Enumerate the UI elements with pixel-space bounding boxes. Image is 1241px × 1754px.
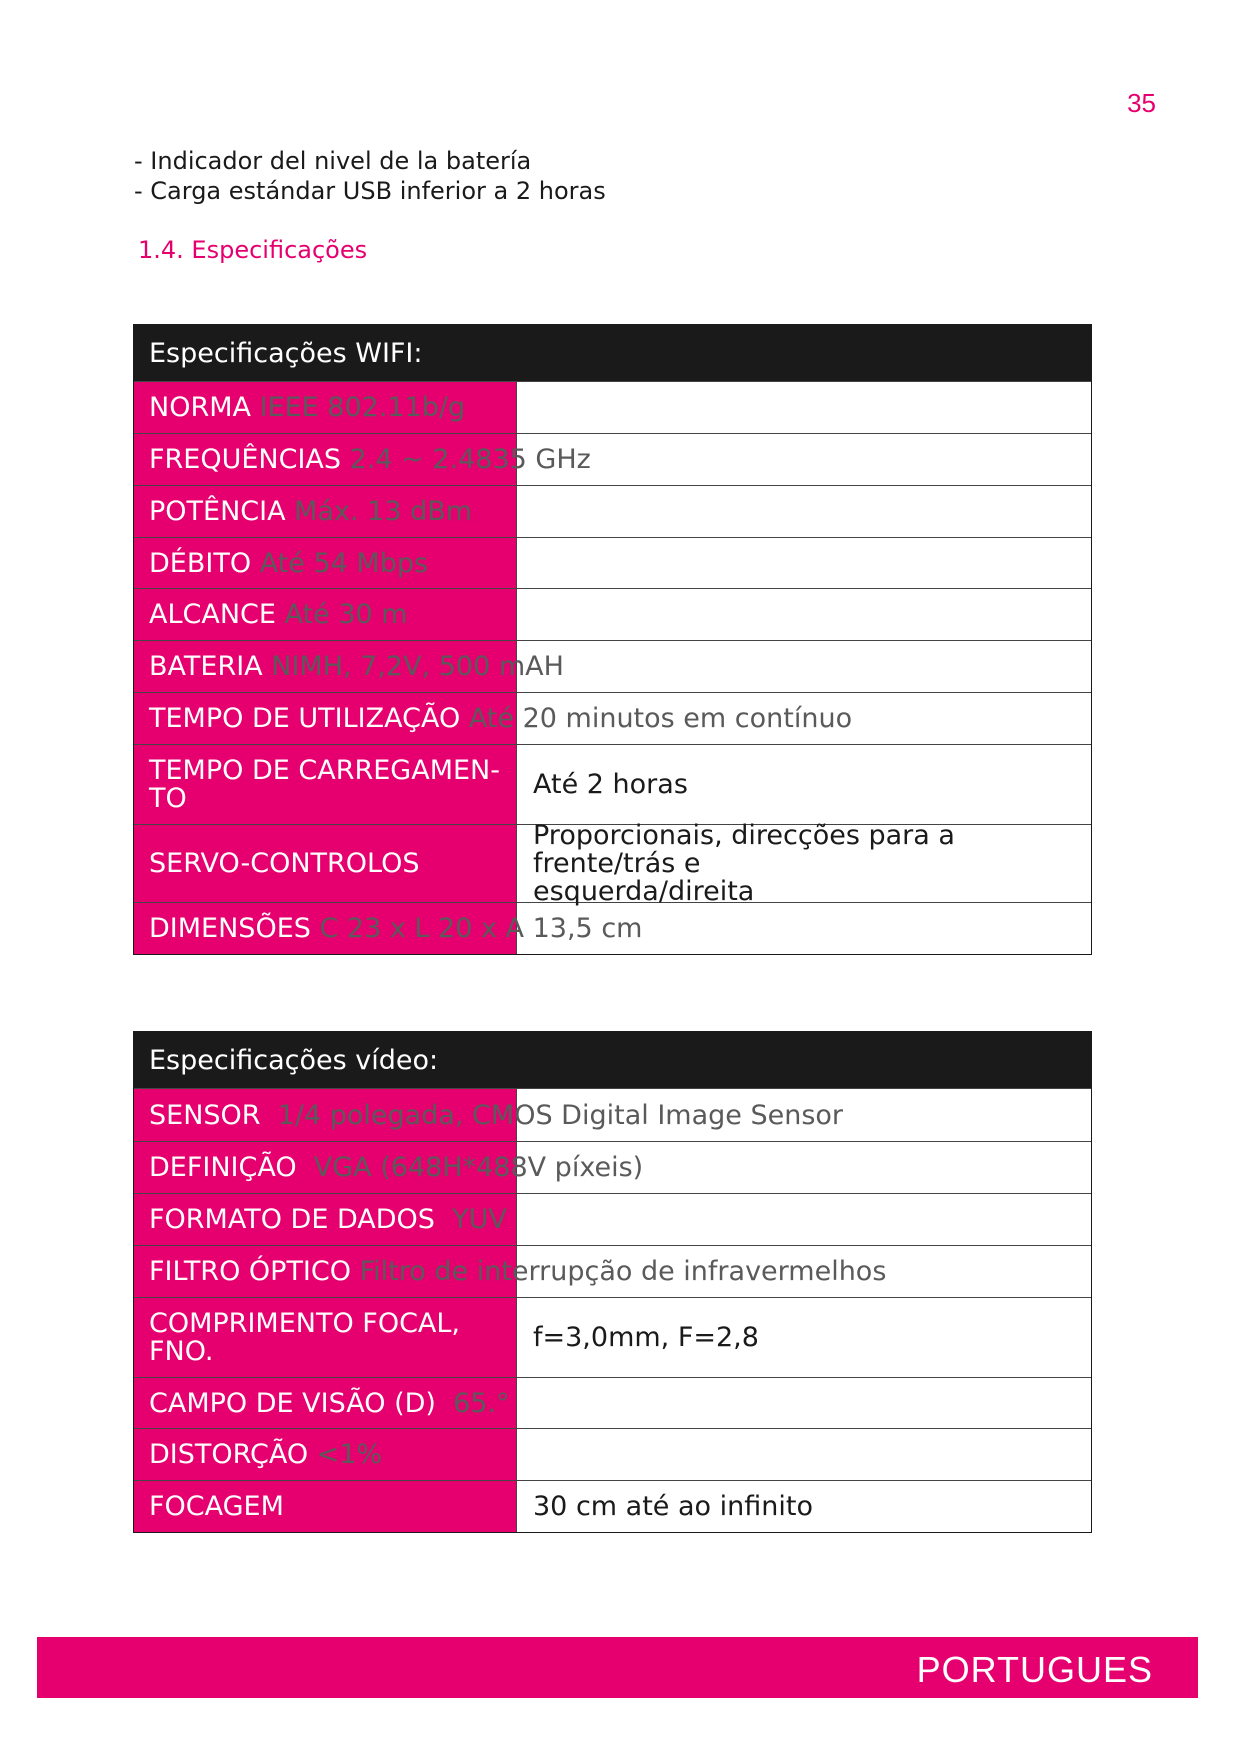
row-value: Até 20 minutos em contínuo xyxy=(468,703,853,734)
row-value: 65.° xyxy=(453,1387,510,1419)
row-label: FILTRO ÓPTICO xyxy=(149,1256,351,1287)
table-row xyxy=(134,1141,1091,1193)
row-label: DIMENSÕES xyxy=(149,913,311,944)
footer-language: PORTUGUES xyxy=(916,1649,1153,1690)
row-label: FORMATO DE DADOS xyxy=(149,1204,435,1235)
table-row xyxy=(134,1193,1091,1245)
row-value: VGA (648H*488V píxeis) xyxy=(313,1152,644,1183)
row-value: Máx. 13 dBm xyxy=(294,496,473,527)
row-value: Até 30 m xyxy=(284,599,408,630)
page-number: 35 xyxy=(1127,88,1156,118)
row-label: DEFINIÇÃO xyxy=(149,1152,297,1183)
row-value: 30 cm até ao infinito xyxy=(533,1490,813,1522)
wifi-spec-table xyxy=(133,324,1092,955)
row-label: POTÊNCIA xyxy=(149,496,286,527)
intro-list xyxy=(134,146,606,206)
row-label: TEMPO DE CARREGAMEN- TO xyxy=(149,754,500,814)
table-header: Especificações WIFI: xyxy=(134,325,1091,381)
row-label: SENSOR xyxy=(149,1099,261,1131)
table-row xyxy=(134,1245,1091,1297)
table-row xyxy=(134,1377,1091,1428)
video-spec-table xyxy=(133,1031,1092,1533)
table-row xyxy=(134,537,1091,588)
row-value: <1% xyxy=(316,1439,383,1470)
table-row xyxy=(134,588,1091,640)
table-row xyxy=(134,1480,1091,1532)
table-row xyxy=(134,433,1091,485)
row-label: BATERIA xyxy=(149,651,263,682)
row-value: NIMH, 7,2V, 500 mAH xyxy=(271,651,564,682)
table-row xyxy=(134,902,1091,954)
row-label: NORMA xyxy=(149,392,251,423)
row-label: TEMPO DE UTILIZAÇÃO xyxy=(149,703,461,734)
row-value: IEEE 802.11b/g xyxy=(259,392,466,423)
table-row xyxy=(134,485,1091,537)
table-row xyxy=(134,1297,1091,1377)
row-value: YUV xyxy=(452,1204,507,1235)
row-label: DISTORÇÃO xyxy=(149,1439,309,1470)
table-row xyxy=(134,819,1091,907)
row-value: Até 2 horas xyxy=(533,768,688,800)
footer-band xyxy=(37,1637,1198,1698)
row-label: ALCANCE xyxy=(149,599,276,630)
table-row xyxy=(134,381,1091,433)
intro-line: - Indicador del nivel de la batería xyxy=(134,147,532,175)
row-value: Até 54 Mbps xyxy=(259,547,429,579)
row-value: 1/4 polegada, CMOS Digital Image Sensor xyxy=(277,1099,844,1131)
row-value: 2.4 ~ 2.4835 GHz xyxy=(349,444,591,475)
row-label: SERVO-CONTROLOS xyxy=(149,847,420,879)
table-row xyxy=(134,1428,1091,1480)
table-row xyxy=(134,692,1091,744)
row-label: DÉBITO xyxy=(149,547,252,579)
table-row xyxy=(134,1088,1091,1141)
table-header: Especificações vídeo: xyxy=(134,1032,1091,1088)
table-row xyxy=(134,744,1091,824)
row-value: Filtro de interrupção de infravermelhos xyxy=(359,1256,887,1287)
row-label: COMPRIMENTO FOCAL, FNO. xyxy=(149,1307,461,1367)
row-label: FOCAGEM xyxy=(149,1490,284,1522)
row-value: Proporcionais, direcções para a frente/trás e esquerda/direita xyxy=(533,819,955,907)
table-row xyxy=(134,640,1091,692)
row-label: FREQUÊNCIAS xyxy=(149,444,342,475)
row-label: CAMPO DE VISÃO (D) xyxy=(149,1387,436,1419)
section-heading: 1.4. Especificações xyxy=(138,236,368,264)
row-value: C 23 x L 20 x A 13,5 cm xyxy=(319,913,643,944)
row-value: f=3,0mm, F=2,8 xyxy=(533,1321,759,1353)
intro-line: - Carga estándar USB inferior a 2 horas xyxy=(134,177,606,205)
